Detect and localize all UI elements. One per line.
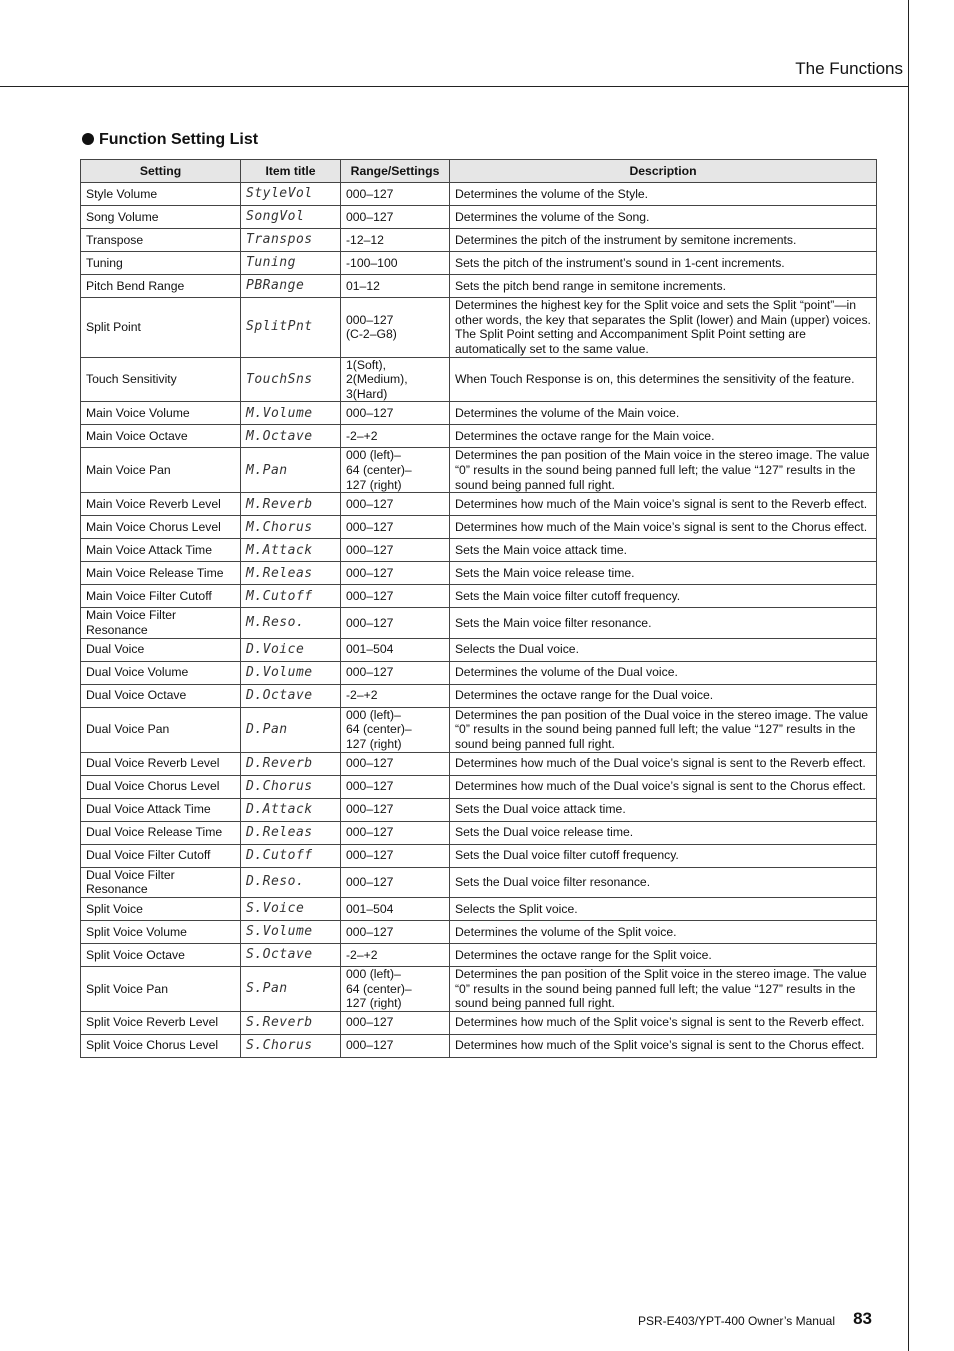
setting-cell: Main Voice Filter Resonance	[81, 608, 241, 638]
table-row	[81, 1034, 877, 1057]
item-title-cell: D.Attack	[241, 798, 341, 821]
range-cell: 001–504	[341, 638, 450, 661]
description-cell: Determines how much of the Dual voice’s signal is sent to the Reverb effect.	[450, 752, 877, 775]
item-title-cell: D.Reso.	[241, 867, 341, 897]
description-cell: Determines how much of the Dual voice’s signal is sent to the Chorus effect.	[450, 775, 877, 798]
description-cell: Sets the Dual voice release time.	[450, 821, 877, 844]
table-row	[81, 798, 877, 821]
setting-cell: Main Voice Pan	[81, 448, 241, 493]
column-header-description: Description	[450, 160, 877, 183]
item-title-cell: S.Volume	[241, 920, 341, 943]
table-row	[81, 844, 877, 867]
setting-cell: Main Voice Volume	[81, 402, 241, 425]
setting-cell: Split Voice Octave	[81, 943, 241, 966]
setting-cell: Dual Voice Filter Resonance	[81, 867, 241, 897]
range-cell: 000–127	[341, 493, 450, 516]
description-cell: Sets the Main voice attack time.	[450, 539, 877, 562]
setting-cell: Dual Voice	[81, 638, 241, 661]
description-cell: Determines how much of the Main voice’s signal is sent to the Chorus effect.	[450, 516, 877, 539]
column-header-setting: Setting	[81, 160, 241, 183]
table-row	[81, 562, 877, 585]
table-row	[81, 920, 877, 943]
setting-cell: Dual Voice Volume	[81, 661, 241, 684]
setting-cell: Main Voice Release Time	[81, 562, 241, 585]
table-row	[81, 275, 877, 298]
item-title-cell: D.Voice	[241, 638, 341, 661]
item-title-cell: M.Attack	[241, 539, 341, 562]
description-cell: Sets the pitch bend range in semitone increments.	[450, 275, 877, 298]
range-cell: 000–127	[341, 661, 450, 684]
setting-cell: Split Voice	[81, 897, 241, 920]
section-heading	[82, 131, 258, 149]
table-row	[81, 775, 877, 798]
item-title-cell: M.Volume	[241, 402, 341, 425]
description-cell: Determines how much of the Split voice’s signal is sent to the Chorus effect.	[450, 1034, 877, 1057]
item-title-cell: D.Pan	[241, 707, 341, 752]
table-row	[81, 867, 877, 897]
item-title-cell: D.Chorus	[241, 775, 341, 798]
table-row	[81, 707, 877, 752]
item-title-cell: S.Pan	[241, 966, 341, 1011]
item-title-cell: Tuning	[241, 252, 341, 275]
description-cell: Determines the pan position of the Dual voice in the stereo image. The value “0” results in the sound being panned full left; the value “127” results in the sound being panned full right.	[450, 707, 877, 752]
range-cell: -100–100	[341, 252, 450, 275]
item-title-cell: M.Pan	[241, 448, 341, 493]
setting-cell: Main Voice Reverb Level	[81, 493, 241, 516]
table-row	[81, 252, 877, 275]
table-row	[81, 229, 877, 252]
description-cell: Determines how much of the Main voice’s signal is sent to the Reverb effect.	[450, 493, 877, 516]
setting-cell: Dual Voice Pan	[81, 707, 241, 752]
range-cell: 000–127	[341, 1011, 450, 1034]
table-row	[81, 821, 877, 844]
table-row	[81, 638, 877, 661]
range-cell: 000–127	[341, 516, 450, 539]
item-title-cell: S.Voice	[241, 897, 341, 920]
table-row	[81, 183, 877, 206]
item-title-cell: D.Volume	[241, 661, 341, 684]
item-title-cell: D.Octave	[241, 684, 341, 707]
range-cell: 000–127	[341, 844, 450, 867]
setting-cell: Split Voice Chorus Level	[81, 1034, 241, 1057]
table-row	[81, 539, 877, 562]
table-row	[81, 1011, 877, 1034]
header-rule	[0, 86, 909, 87]
section-heading-text: Function Setting List	[99, 131, 259, 148]
range-cell: -12–12	[341, 229, 450, 252]
setting-cell: Main Voice Filter Cutoff	[81, 585, 241, 608]
description-cell: Determines the octave range for the Split voice.	[450, 943, 877, 966]
range-cell: -2–+2	[341, 425, 450, 448]
description-cell: Determines the pan position of the Split voice in the stereo image. The value “0” results in the sound being panned full left; the value “127” results in the sound being panned full right.	[450, 966, 877, 1011]
item-title-cell: M.Cutoff	[241, 585, 341, 608]
table-row	[81, 493, 877, 516]
table-row	[81, 684, 877, 707]
setting-cell: Main Voice Octave	[81, 425, 241, 448]
column-header-item-title: Item title	[241, 160, 341, 183]
range-cell: 000–127	[341, 539, 450, 562]
table-row	[81, 298, 877, 358]
setting-cell: Main Voice Attack Time	[81, 539, 241, 562]
range-cell: 000 (left)– 64 (center)– 127 (right)	[341, 448, 450, 493]
item-title-cell: M.Chorus	[241, 516, 341, 539]
description-cell: Sets the Dual voice filter resonance.	[450, 867, 877, 897]
item-title-cell: M.Reverb	[241, 493, 341, 516]
description-cell: Selects the Dual voice.	[450, 638, 877, 661]
item-title-cell: S.Octave	[241, 943, 341, 966]
range-cell: 000–127	[341, 798, 450, 821]
table-row	[81, 585, 877, 608]
range-cell: 000–127	[341, 608, 450, 638]
setting-cell: Dual Voice Release Time	[81, 821, 241, 844]
setting-cell: Style Volume	[81, 183, 241, 206]
description-cell: Determines the volume of the Style.	[450, 183, 877, 206]
table-row	[81, 402, 877, 425]
item-title-cell: Transpos	[241, 229, 341, 252]
item-title-cell: TouchSns	[241, 357, 341, 402]
range-cell: 000–127	[341, 752, 450, 775]
description-cell: When Touch Response is on, this determines the sensitivity of the feature.	[450, 357, 877, 402]
item-title-cell: M.Reso.	[241, 608, 341, 638]
range-cell: 000–127	[341, 585, 450, 608]
item-title-cell: StyleVol	[241, 183, 341, 206]
column-header-range: Range/Settings	[341, 160, 450, 183]
setting-cell: Main Voice Chorus Level	[81, 516, 241, 539]
footer-manual-title: PSR-E403/YPT-400 Owner’s Manual	[638, 1314, 835, 1328]
description-cell: Determines the volume of the Song.	[450, 206, 877, 229]
range-cell: 000 (left)– 64 (center)– 127 (right)	[341, 966, 450, 1011]
description-cell: Determines how much of the Split voice’s signal is sent to the Reverb effect.	[450, 1011, 877, 1034]
range-cell: 000–127	[341, 775, 450, 798]
description-cell: Determines the volume of the Main voice.	[450, 402, 877, 425]
setting-cell: Dual Voice Chorus Level	[81, 775, 241, 798]
setting-cell: Dual Voice Attack Time	[81, 798, 241, 821]
description-cell: Sets the Dual voice attack time.	[450, 798, 877, 821]
table-row	[81, 608, 877, 638]
range-cell: 000–127	[341, 402, 450, 425]
item-title-cell: D.Reverb	[241, 752, 341, 775]
setting-cell: Split Voice Volume	[81, 920, 241, 943]
setting-cell: Dual Voice Filter Cutoff	[81, 844, 241, 867]
description-cell: Determines the pan position of the Main voice in the stereo image. The value “0” results in the sound being panned full left; the value “127” results in the sound being panned full right.	[450, 448, 877, 493]
item-title-cell: SongVol	[241, 206, 341, 229]
range-cell: 000–127	[341, 821, 450, 844]
range-cell: -2–+2	[341, 684, 450, 707]
table-row	[81, 357, 877, 402]
description-cell: Determines the highest key for the Split voice and sets the Split “point”—in other words, the key that separates the Split (lower) and Main (upper) voices. The Split Point setting and Accompaniment Split Point setting are automatically set to the same value.	[450, 298, 877, 358]
range-cell: 000–127	[341, 183, 450, 206]
range-cell: 000–127	[341, 206, 450, 229]
description-cell: Sets the Main voice filter cutoff frequency.	[450, 585, 877, 608]
setting-cell: Tuning	[81, 252, 241, 275]
range-cell: 000–127 (C-2–G8)	[341, 298, 450, 358]
table-header-row	[81, 160, 877, 183]
description-cell: Sets the Main voice release time.	[450, 562, 877, 585]
setting-cell: Split Voice Pan	[81, 966, 241, 1011]
item-title-cell: D.Cutoff	[241, 844, 341, 867]
setting-cell: Touch Sensitivity	[81, 357, 241, 402]
setting-cell: Transpose	[81, 229, 241, 252]
range-cell: 01–12	[341, 275, 450, 298]
item-title-cell: S.Chorus	[241, 1034, 341, 1057]
setting-cell: Split Point	[81, 298, 241, 358]
range-cell: 000–127	[341, 867, 450, 897]
range-cell: 000 (left)– 64 (center)– 127 (right)	[341, 707, 450, 752]
range-cell: -2–+2	[341, 943, 450, 966]
description-cell: Determines the volume of the Split voice.	[450, 920, 877, 943]
setting-cell: Song Volume	[81, 206, 241, 229]
table-body	[81, 183, 877, 1058]
setting-cell: Split Voice Reverb Level	[81, 1011, 241, 1034]
item-title-cell: M.Octave	[241, 425, 341, 448]
item-title-cell: SplitPnt	[241, 298, 341, 358]
range-cell: 1(Soft), 2(Medium), 3(Hard)	[341, 357, 450, 402]
description-cell: Sets the Main voice filter resonance.	[450, 608, 877, 638]
page-number: 83	[853, 1309, 872, 1328]
item-title-cell: S.Reverb	[241, 1011, 341, 1034]
description-cell: Determines the pitch of the instrument by semitone increments.	[450, 229, 877, 252]
setting-cell: Dual Voice Octave	[81, 684, 241, 707]
function-setting-table	[80, 159, 877, 1058]
setting-cell: Pitch Bend Range	[81, 275, 241, 298]
table-row	[81, 943, 877, 966]
range-cell: 000–127	[341, 1034, 450, 1057]
table-row	[81, 516, 877, 539]
table-row	[81, 661, 877, 684]
description-cell: Sets the pitch of the instrument’s sound in 1-cent increments.	[450, 252, 877, 275]
description-cell: Selects the Split voice.	[450, 897, 877, 920]
description-cell: Determines the octave range for the Dual voice.	[450, 684, 877, 707]
range-cell: 001–504	[341, 897, 450, 920]
chapter-title: The Functions	[795, 59, 903, 78]
description-cell: Sets the Dual voice filter cutoff frequency.	[450, 844, 877, 867]
description-cell: Determines the octave range for the Main voice.	[450, 425, 877, 448]
item-title-cell: D.Releas	[241, 821, 341, 844]
page-edge-rule	[908, 0, 909, 1351]
table-row	[81, 966, 877, 1011]
table-row	[81, 752, 877, 775]
item-title-cell: M.Releas	[241, 562, 341, 585]
setting-cell: Dual Voice Reverb Level	[81, 752, 241, 775]
range-cell: 000–127	[341, 562, 450, 585]
table-header	[81, 160, 877, 183]
item-title-cell: PBRange	[241, 275, 341, 298]
table-row	[81, 425, 877, 448]
range-cell: 000–127	[341, 920, 450, 943]
description-cell: Determines the volume of the Dual voice.	[450, 661, 877, 684]
bullet-icon	[82, 133, 94, 145]
table-row	[81, 448, 877, 493]
table-row	[81, 206, 877, 229]
table-row	[81, 897, 877, 920]
